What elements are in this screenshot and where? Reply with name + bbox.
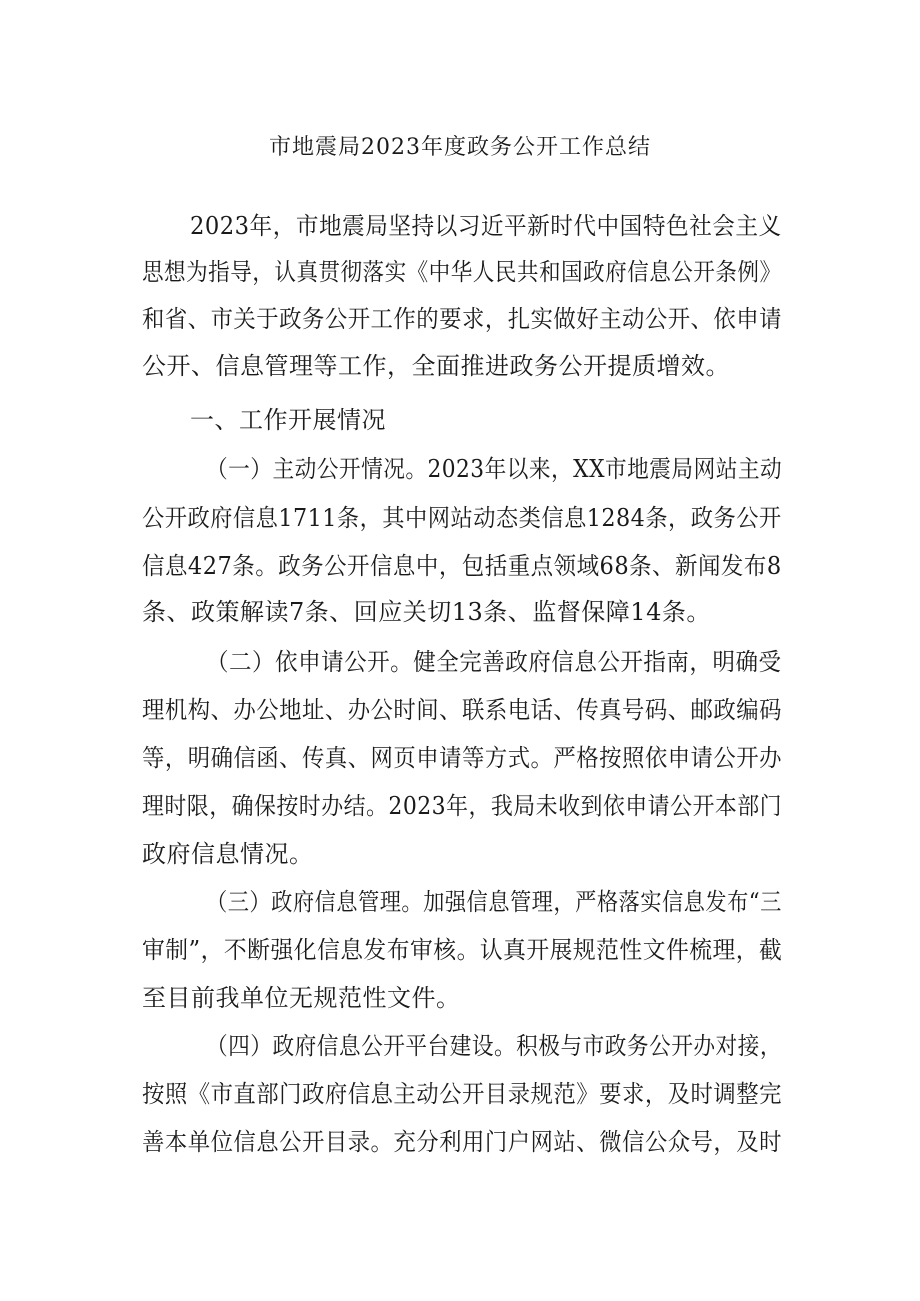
paragraph-line: （一）主动公开情况。2023年以来，XX市地震局网站主动 <box>206 455 783 483</box>
paragraph-line: 等，明确信函、传真、网页申请等方式。严格按照依申请公开办 <box>142 744 782 772</box>
paragraph-line: 公开、信息管理等工作，全面推进政务公开提质增效。 <box>142 352 730 380</box>
paragraph-line: 至目前我单位无规范性文件。 <box>142 984 461 1012</box>
paragraph-line: 理时限，确保按时办结。2023年，我局未收到依申请公开本部门 <box>142 792 783 820</box>
paragraph-line: 条、政策解读7条、回应关切13条、监督保障14条。 <box>142 598 711 626</box>
paragraph-line: 政府信息情况。 <box>142 840 314 868</box>
paragraph-line: 善本单位信息公开目录。充分利用门户网站、微信公众号，及时 <box>142 1128 782 1156</box>
paragraph-line: （四）政府信息公开平台建设。积极与市政务公开办对接， <box>206 1032 782 1060</box>
paragraph-line: （二）依申请公开。健全完善政府信息公开指南，明确受 <box>206 648 782 676</box>
paragraph-line: 理机构、办公地址、办公时间、联系电话、传真号码、邮政编码 <box>142 696 782 724</box>
document-title: 市地震局2023年度政务公开工作总结 <box>269 135 651 160</box>
paragraph-line: 2023年，市地震局坚持以习近平新时代中国特色社会主义 <box>190 212 782 240</box>
paragraph-line: 按照《市直部门政府信息主动公开目录规范》要求，及时调整完 <box>142 1080 782 1108</box>
paragraph-line: 思想为指导，认真贯彻落实《中华人民共和国政府信息公开条例》 <box>142 258 782 286</box>
paragraph-line: 和省、市关于政务公开工作的要求，扎实做好主动公开、依申请 <box>142 305 782 333</box>
paragraph-line: 审制”，不断强化信息发布审核。认真开展规范性文件梳理，截 <box>142 936 783 964</box>
section-heading: 一、工作开展情况 <box>190 406 386 434</box>
paragraph-line: （三）政府信息管理。加强信息管理，严格落实信息发布“三 <box>206 888 782 916</box>
paragraph-line: 信息427条。政务公开信息中，包括重点领域68条、新闻发布8 <box>142 552 782 580</box>
paragraph-line: 公开政府信息1711条，其中网站动态类信息1284条，政务公开 <box>142 504 782 532</box>
